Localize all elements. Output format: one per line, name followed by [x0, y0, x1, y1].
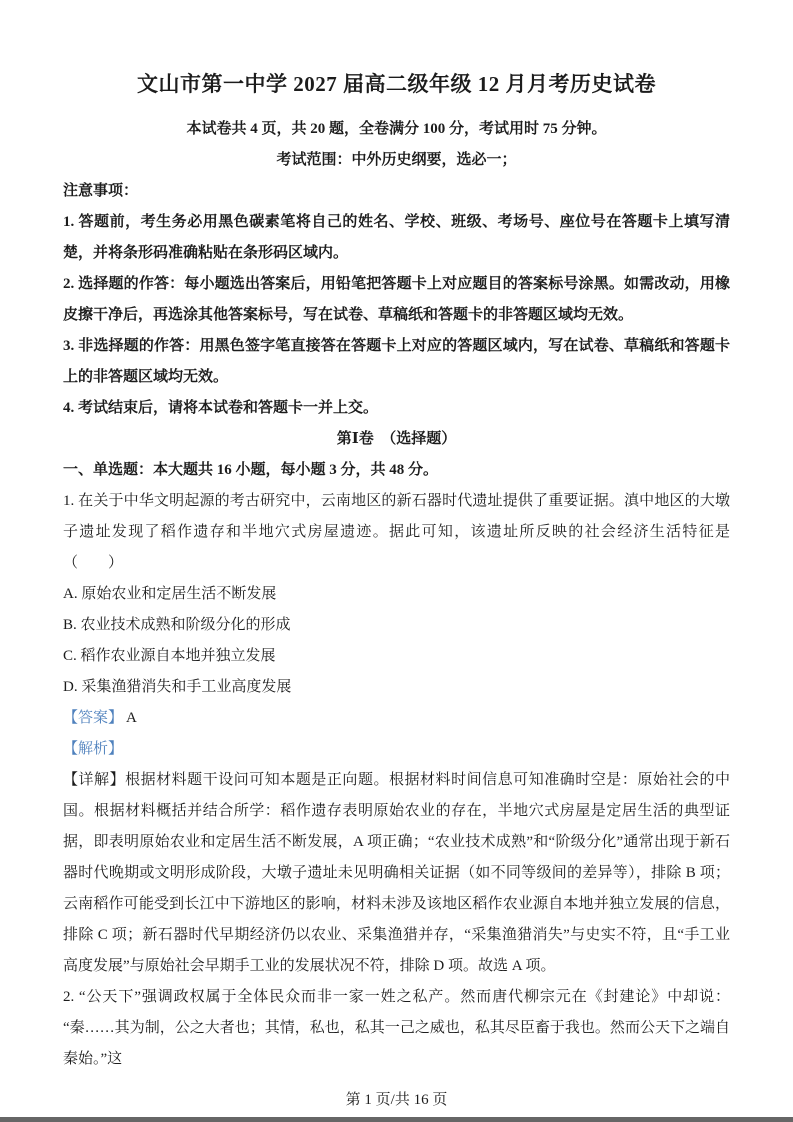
part-heading: 一、单选题：本大题共 16 小题，每小题 3 分，共 48 分。	[63, 462, 439, 478]
detail-paragraph	[63, 765, 730, 982]
question-1-option-d: D. 采集渔猎消失和手工业高度发展	[63, 679, 292, 695]
question-1	[63, 486, 730, 982]
volume-heading: 第Ⅰ卷 （选择题）	[336, 431, 457, 447]
question-2-stem: 2. “公天下”强调政权属于全体民众而非一家一姓之私产。然而唐代柳宗元在《封建论》中却说：“秦……其为制，公之大者也；其情，私也，私其一己之威也，私其尽臣畜于我也。然而公天下之端自秦始。”这	[63, 989, 730, 1067]
exam-scope: 考试范围：中外历史纲要，选必一；	[276, 152, 517, 168]
question-1-stem: 1. 在关于中华文明起源的考古研究中，云南地区的新石器时代遗址提供了重要证据。滇中地区的大墩子遗址发现了稻作遗存和半地穴式房屋遗迹。据此可知，该遗址所反映的社会经济生活特征是（ ）	[63, 493, 730, 571]
exam-title: 文山市第一中学 2027 届高二级年级 12 月月考历史试卷	[137, 72, 656, 96]
notice-item-1: 1. 答题前，考生务必用黑色碳素笔将自己的姓名、学校、班级、考场号、座位号在答题卡上填写清楚，并将条形码准确粘贴在条形码区域内。	[63, 214, 730, 261]
question-1-option-c: C. 稻作农业源自本地并独立发展	[63, 648, 276, 664]
notice-item-2: 2. 选择题的作答：每小题选出答案后，用铅笔把答题卡上对应题目的答案标号涂黑。如需改动，用橡皮擦干净后，再选涂其他答案标号，写在试卷、草稿纸和答题卡的非答题区域均无效。	[63, 276, 730, 323]
exam-info: 本试卷共 4 页，共 20 题，全卷满分 100 分，考试用时 75 分钟。	[186, 121, 607, 137]
question-2	[63, 982, 730, 1075]
notices-heading: 注意事项：	[63, 183, 139, 199]
answer-label: 【答案】	[63, 710, 124, 726]
notice-item-4: 4. 考试结束后，请将本试卷和答题卡一并上交。	[63, 400, 379, 416]
answer-value: A	[126, 710, 137, 726]
question-1-option-a: A. 原始农业和定居生活不断发展	[63, 586, 277, 602]
answer-line	[63, 703, 730, 734]
question-1-option-b: B. 农业技术成熟和阶级分化的形成	[63, 617, 291, 633]
analysis-label: 【解析】	[63, 741, 124, 757]
analysis-line	[63, 734, 730, 765]
page-number-indicator: 第 1 页/共 16 页	[345, 1092, 448, 1108]
bottom-edge-bar	[0, 1117, 793, 1122]
notice-item-3: 3. 非选择题的作答：用黑色签字笔直接答在答题卡上对应的答题区域内，写在试卷、草稿纸和答题卡上的非答题区域均无效。	[63, 338, 730, 385]
detail-label: 【详解】	[63, 772, 126, 788]
detail-text: 根据材料题干设问可知本题是正向题。根据材料时间信息可知准确时空是：原始社会的中国。根据材料概括并结合所学：稻作遗存表明原始农业的存在，半地穴式房屋是定居生活的典型证据，即表明原始农业和定居生活不断发展，A 项正确；“农业技术成熟”和“阶级分化”通常出现于新石器时代晚期或文明形成阶段，大墩子遗址未见明确相关证据（如不同等级间的差异等），排除 B 项；云南稻作可能受到长江中下游地区的影响，材料未涉及该地区稻作农业源自本地并独立发展的信息，排除 C 项；新石器时代早期经济仍以农业、采集渔猎并存，“采集渔猎消失”与史实不符，且“手工业高度发展”与原始社会早期手工业的发展状况不符，排除 D 项。故选 A 项。	[63, 772, 730, 974]
